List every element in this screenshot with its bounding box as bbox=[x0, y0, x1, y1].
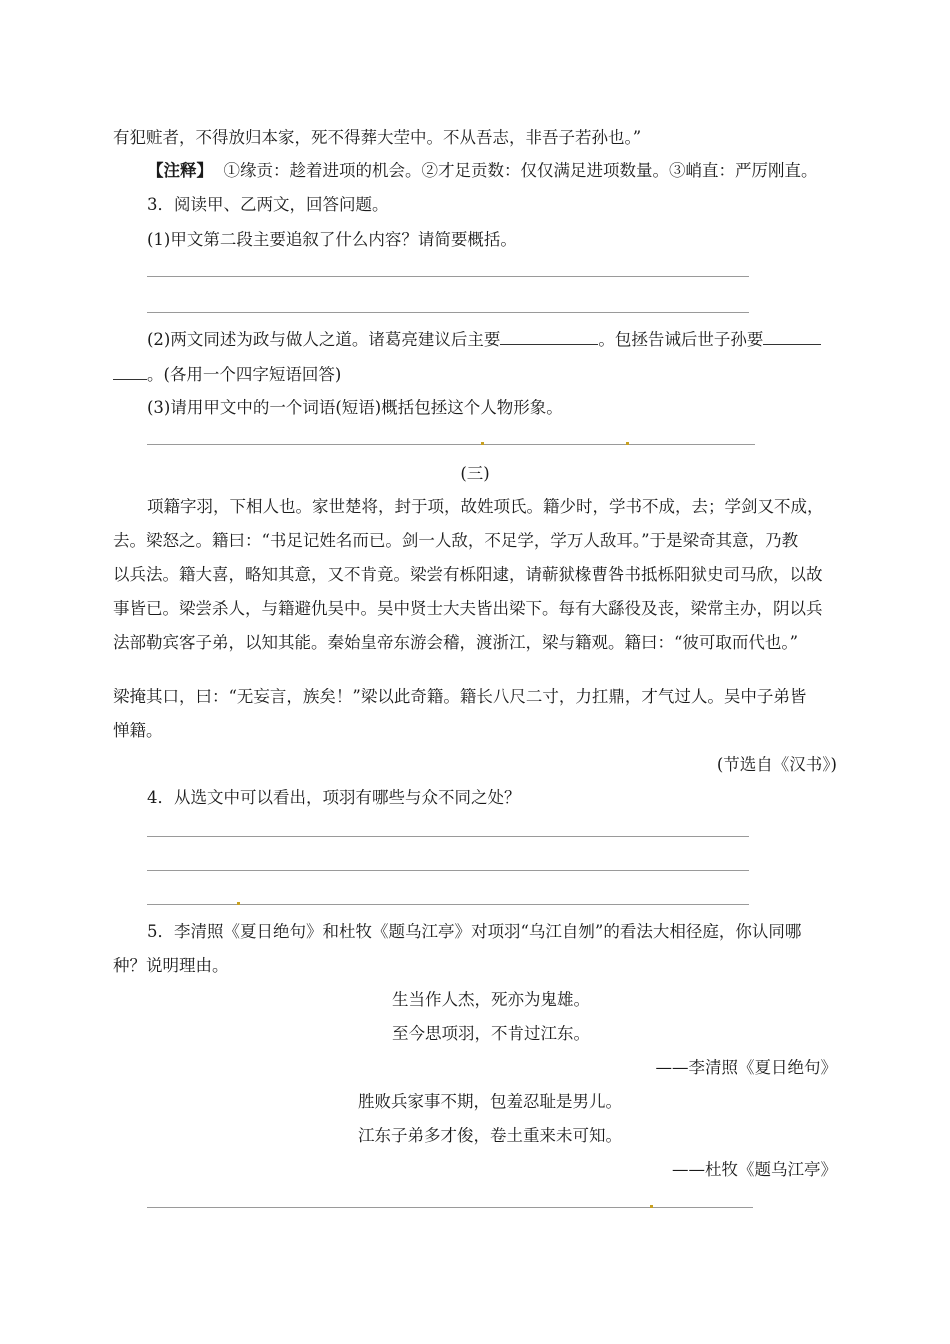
sub2-text-b: 。包拯告诫后世子孙要 bbox=[598, 330, 764, 349]
passage-line: 事皆已。梁尝杀人，与籍避仇吴中。吴中贤士大夫皆出梁下。每有大繇役及丧，梁常主办，阴以兵 bbox=[113, 599, 823, 618]
poem-line: 生当作人杰，死亦为鬼雄。 bbox=[392, 990, 590, 1009]
marker-dot bbox=[650, 1205, 653, 1208]
poem-line: 至今思项羽，不肯过江东。 bbox=[392, 1024, 590, 1043]
question-5-stem-cont: 种？说明理由。 bbox=[113, 956, 229, 975]
marker-dot bbox=[626, 442, 629, 445]
section-heading: (三) bbox=[460, 464, 490, 483]
fill-blank[interactable] bbox=[763, 328, 821, 345]
answer-line[interactable] bbox=[147, 312, 749, 313]
fill-blank[interactable] bbox=[113, 363, 147, 380]
passage-line: 法部勒宾客子弟，以知其能。秦始皇帝东游会稽，渡浙江，梁与籍观。籍曰：“彼可取而代也。” bbox=[113, 633, 799, 652]
passage-line: 以兵法。籍大喜，略知其意，又不肯竟。梁尝有栎阳逮，请蕲狱椽曹咎书抵栎阳狱史司马欣，以故 bbox=[113, 565, 823, 584]
question-4-stem: 4．从选文中可以看出，项羽有哪些与众不同之处？ bbox=[147, 788, 521, 807]
question-3-stem: 3．阅读甲、乙两文，回答问题。 bbox=[147, 195, 389, 214]
poem-attribution: ——李清照《夏日绝句》 bbox=[655, 1058, 837, 1077]
question-3-sub1: (1)甲文第二段主要追叙了什么内容？请简要概括。 bbox=[147, 230, 517, 249]
sub2-text-a: (2)两文同述为政与做人之道。诸葛亮建议后主要 bbox=[147, 330, 501, 349]
sub2-text-c: 。(各用一个四字短语回答) bbox=[147, 365, 342, 384]
answer-line[interactable] bbox=[147, 836, 749, 837]
note-text: ①缘贡：趁着进项的机会。②才足贡数：仅仅满足进项数量。③峭直：严厉刚直。 bbox=[223, 161, 818, 180]
poem-line: 江东子弟多才俊，卷土重来未可知。 bbox=[358, 1126, 622, 1145]
question-3-sub2-cont bbox=[113, 363, 341, 386]
question-3-sub2 bbox=[147, 328, 821, 351]
answer-line[interactable] bbox=[147, 870, 749, 871]
note-label: 【注释】 bbox=[147, 161, 213, 180]
question-3-sub3: (3)请用甲文中的一个词语(短语)概括包拯这个人物形象。 bbox=[147, 398, 563, 417]
poem-line: 胜败兵家事不期，包羞忍耻是男儿。 bbox=[358, 1092, 622, 1111]
text-line: 有犯赃者，不得放归本家，死不得葬大茔中。不从吾志，非吾子若孙也。” bbox=[113, 128, 642, 147]
passage-source: (节选自《汉书》) bbox=[716, 755, 837, 774]
marker-dot bbox=[237, 902, 240, 905]
fill-blank[interactable] bbox=[500, 328, 598, 345]
answer-line[interactable] bbox=[147, 276, 749, 277]
poem-attribution: ——杜牧《题乌江亭》 bbox=[672, 1160, 837, 1179]
passage-line: 项籍字羽，下相人也。家世楚将，封于项，故姓项氏。籍少时，学书不成，去；学剑又不成， bbox=[147, 497, 824, 516]
marker-dot bbox=[481, 442, 484, 445]
passage-line: 去。梁怒之。籍曰：“书足记姓名而已。剑一人敌，不足学，学万人敌耳。”于是梁奇其意，乃教 bbox=[113, 531, 799, 550]
answer-line[interactable] bbox=[147, 444, 755, 445]
passage-line: 梁掩其口，曰：“无妄言，族矣！”梁以此奇籍。籍长八尺二寸，力扛鼎，才气过人。吴中子弟皆 bbox=[113, 687, 807, 706]
note-line bbox=[147, 160, 818, 182]
answer-line[interactable] bbox=[147, 1207, 753, 1208]
question-5-stem: 5．李清照《夏日绝句》和杜牧《题乌江亭》对项羽“乌江自刎”的看法大相径庭，你认同哪 bbox=[147, 922, 802, 941]
passage-line: 惮籍。 bbox=[113, 721, 163, 740]
